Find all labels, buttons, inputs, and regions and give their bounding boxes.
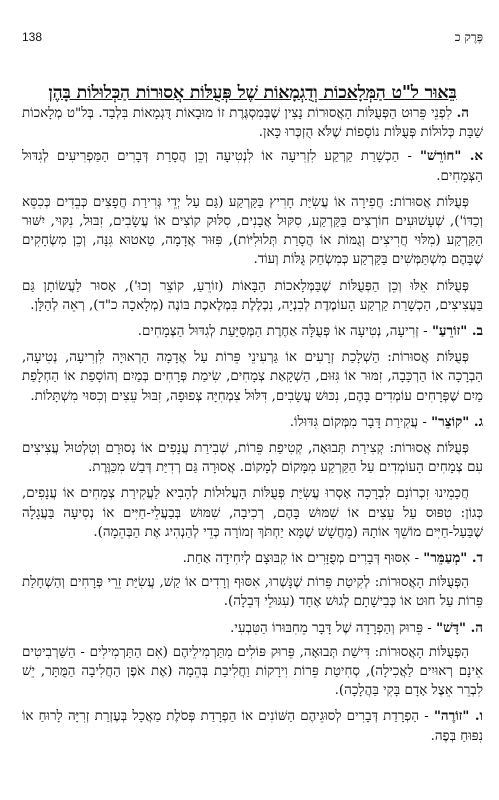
rabbinic-note <box>22 484 483 542</box>
section-title: בֵּאוּר ל"ט הַמְּלָאכוֹת וְדֻגְמָאוֹת שֶׁל פְּעֻלּוֹת אֲסוּרוֹת הַכְּלוּלוֹת בָּהֶן <box>48 83 457 103</box>
paragraph-text: - הַכְשָׁרַת קַרְקַע לִזְרִיעָה אוֹ לִנְטִיעָה וְכֵן הֲסָרַת דְּבָרִים הַמַּפְרִיעִים לְגִדּוּל הַצְּמָחִים. <box>22 149 483 184</box>
paragraph-text: - הַפְרָדַת דְּבָרִים לְסוּגֵיהֶם הַשּׁוֹנִים אוֹ הַפְרָדַת פְּסֹלֶת מַאֲכָל בְּעֶזְרַת זְרִיָּה לָרוּחַ אוֹ נִפּוּחַ בְּפֶה. <box>22 709 483 744</box>
paragraph-lead: ו. "זוֹרֶה" <box>433 708 483 725</box>
paragraph-text: - אִסּוּף דְּבָרִים מְפֻזָּרִים אוֹ קִבּוּצָם לְיִחִידָה אַחַת. <box>182 551 424 567</box>
page-number: 138 <box>22 30 43 44</box>
paragraph-text: חֲכָמֵינוּ זִכְרוֹנָם לִבְרָכָה אָסְרוּ עֲשִׂיַּת פְּעֻלּוֹת הָעֲלוּלוֹת לְהָבִיא לַעֲקִירַת צְמָחִים אוֹ עֲנָפִים, כְּגוֹן: טִפּוּס עַל עֵצִים אוֹ שִׁמּוּשׁ בָּהֶם, רְכִיבָה, שִׁמּוּשׁ בְּבַעֲלֵי-חַיִּים אוֹ נְסִיעָה בַּעֲגָלָה שֶׁבַּעַל-חַיִּים מוֹשֵׁךְ אוֹתָהּ (מֵחֲשָׁשׁ שֶׁמָּא יַחְתֹּךְ זְמוֹרָה כְּדֵי לְהַנְהִיג אֶת הַבְּהֵמָה). <box>22 486 483 540</box>
paragraph-text: - פֵּרוּק וְהַפְרָדָה שֶׁל דָּבָר מֵחִבּוּרוֹ הַטִּבְעִי. <box>230 620 437 636</box>
chapter-label: פֶּרֶק כ <box>454 30 483 44</box>
prohibited-actions <box>22 193 483 270</box>
paragraph-text: פְּעֻלּוֹת אֲסוּרוֹת: הַשְׁלָכַת זְרָעִים אוֹ גַּרְעִינֵי פֵּרוֹת עַל אֲדָמָה הָרְאוּיָה לִזְרִיעָה, נְטִיעָה, הַבְרָכָה אוֹ הַרְכָּבָה, זִמּוּר אוֹ גִּזּוּם, הַשְׁקָאַת צְמָחִים, שִׂימַת פְּרָחִים בְּמַיִם וְהוֹסָפַת אוֹ הַחְלָפַת מַיִם שֶׁפְּרָחִים עוֹמְדִים בָּהֶם, נִכּוּשׁ עֲשָׂבִים, דִּלּוּל צִמְחִיָּה צְפוּפָה, זִבּוּל עֵצִים וְכִסּוּי מִשְׁתָּלוֹת. <box>22 350 483 404</box>
prohibited-actions <box>22 439 483 477</box>
prohibited-actions <box>22 573 483 611</box>
paragraph-text: פְּעֻלּוֹת אֲסוּרוֹת: קְצִירַת תְּבוּאָה, קְטִיפַת פֵּרוֹת, שְׁבִירַת עֲנָפִים אוֹ נְסוּרָם וְטִלְטוּל עֲצִיצִים עִם צְמָחִים הָעוֹמְדִים עַל הַקַּרְקַע מִמָּקוֹם לְמָקוֹם. אֲסוּרָה גַּם רְדִיַּת דְּבַשׁ מִכַּוֶּרֶת. <box>22 441 483 476</box>
paragraph-text: פְּעֻלּוֹת אֵלּוּ וְכֵן הַפְּעֻלּוֹת שֶׁבַּמְּלָאכוֹת הַבָּאוֹת (זוֹרֵעַ, קוֹצֵר וְכוּ'), אָסוּר לַעֲשׂוֹתָן גַּם בַּעֲצִיצִים, הַכְשָׁרַת קַרְקַע הָעוֹמֶדֶת לְבִנְיָה, נִכְלֶלֶת בִּמְלֶאכֶת בּוֹנֶה (מְלָאכָה כ"ד), רְאֵה לְהַלָּן. <box>22 278 483 313</box>
definition-zoreh <box>22 707 483 745</box>
paragraph-lead: ה. "דָּשׁ" <box>436 619 483 636</box>
definition-zorea <box>22 322 483 341</box>
paragraph-lead: ב. "זוֹרֵעַ" <box>431 323 483 340</box>
definition-kotzer <box>22 413 483 432</box>
paragraph-text: - זְרִיעָה, נְטִיעָה אוֹ פְּעֻלָּה אַחֶרֶת הַמְּסַיַּעַת לְגִדּוּל הַצְּמָחִים. <box>137 324 432 340</box>
paragraph-lead: ג. "קוֹצֵר" <box>431 413 483 430</box>
paragraph-text: פְּעֻלּוֹת אֲסוּרוֹת: חֲפִירָה אוֹ עֲשִׂיַּת חָרִיץ בַּקַּרְקַע (גַּם עַל יְדֵי גְּרִירַת חֲפָצִים כְּבֵדִים כְּכִסֵּא וְכַדּוֹ'), שְׁעָשׁוּעִים חוֹרְצִים בַּקַּרְקַע, סִקּוּל אֲבָנִים, סִלּוּק קוֹצִים אוֹ עֲשָׂבִים, זִבּוּל, נִקּוּי, יִשּׁוּר הַקַּרְקַע (מִלּוּי חֲרִיצִים וְגֻמּוֹת אוֹ הֲסָרַת תְּלוּלִיּוֹת), פִּזּוּר אֲדָמָה, טַאטוּא גִּנָּה, וְכֵן מִשְׂחָקִים שֶׁבָּהֶם מִשְׁתַּמְּשִׁים בַּקַּרְקַע כְּמִשְׂחַק גֻּלּוֹת וְעוֹד. <box>22 194 483 268</box>
paragraph-text: - עֲקִירַת דָּבָר מִמְּקוֹם גִּדּוּלוֹ. <box>289 414 432 430</box>
definition-meamer <box>22 549 483 568</box>
paragraph-lead: ד. "מְעַמֵּר" <box>423 550 483 567</box>
body-text <box>22 104 483 746</box>
note-paragraph <box>22 277 483 315</box>
paragraph-text: הַפְּעֻלּוֹת הָאֲסוּרוֹת: לְקִיטַת פֵּרוֹת שֶׁנָּשְׁרוּ, אִסּוּף וְרָדִים אוֹ קַשׁ, עֲשִׂיַּת זֵרֵי פְּרָחִים וְהַשְׁחָלַת פֵּרוֹת עַל חוּט אוֹ כְּבִישָׁתָם לְגוּשׁ אֶחָד (עִגּוּלֵי דְּבֵלָה). <box>22 575 483 610</box>
intro-paragraph <box>22 104 483 142</box>
definition-choresh <box>22 147 483 185</box>
paragraph-text: לִפְנֵי פֵּרוּט הַפְּעֻלּוֹת הָאֲסוּרוֹת נָצִין שֶׁבְּמִסְגֶּרֶת זוֹ מוּבָאוֹת דֻּגְמָאוֹת בִּלְבַד. בְּל"ט מְלָאכוֹת שַׁבָּת כְּלוּלוֹת פְּעֻלּוֹת נוֹסָפוֹת שֶׁלֹּא הֻזְכְּרוּ כָּאן. <box>22 106 483 141</box>
definition-dash <box>22 619 483 638</box>
prohibited-actions <box>22 348 483 406</box>
paragraph-text: הַפְּעֻלּוֹת הָאֲסוּרוֹת: דִּישַׁת תְּבוּאָה, פֵּרוּק פּוֹלִים מִתַּרְמִילֵיהֶם (אִם הַתַּרְמִילִים - הַשַּׁרְבִיטִים אֵינָם רְאוּיִים לַאֲכִילָה), סְחִיטַת פֵּרוֹת וִירָקוֹת וַחֲלִיבַת בְּהֵמָה (אֶת אֹפֶן הַחֲלִיבָה הַמֻּתָּר, יֵשׁ לִבְרֵר אֵצֶל אָדָם בָּקִי בַּהֲלָכָה). <box>22 644 483 699</box>
paragraph-lead: ה. <box>456 105 469 121</box>
prohibited-actions <box>22 643 483 701</box>
paragraph-lead: א. "חוֹרֵשׁ" <box>419 148 483 165</box>
page-header <box>22 30 483 50</box>
